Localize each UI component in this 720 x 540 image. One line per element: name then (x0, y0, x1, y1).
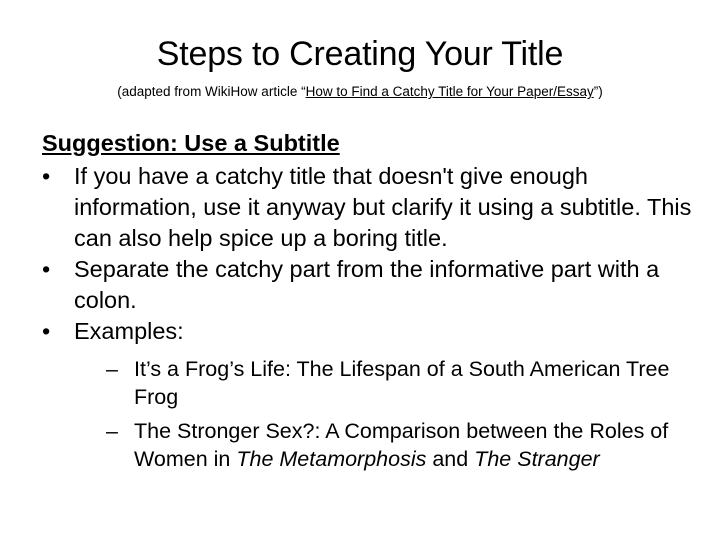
bullet-item (42, 316, 702, 473)
source-prefix: (adapted from WikiHow article “ (117, 84, 306, 99)
bullet-icon: • (42, 163, 51, 189)
bullet-item (42, 254, 702, 316)
example-item (78, 417, 702, 473)
bullet-item (42, 161, 702, 254)
example-text: It’s a Frog’s Life: The Lifespan of a South American Tree Frog (134, 357, 670, 409)
dash-icon: – (106, 357, 118, 381)
source-suffix: ”) (593, 84, 603, 99)
source-attribution (0, 82, 720, 102)
bullet-text: If you have a catchy title that doesn't give enough information, use it anyway but clarify it using a subtitle. This can also help spice up a boring title. (74, 163, 692, 251)
example-text-part: and (426, 447, 475, 471)
bullet-icon: • (42, 256, 51, 282)
example-item (78, 355, 702, 411)
slide-body (42, 128, 702, 479)
example-book-title: The Stranger (474, 447, 600, 471)
dash-icon: – (106, 419, 118, 443)
examples-list (74, 355, 702, 473)
slide-title: Steps to Creating Your Title (156, 35, 564, 73)
bullet-list (42, 161, 702, 473)
section-heading: Suggestion: Use a Subtitle (42, 130, 340, 156)
bullet-icon: • (42, 318, 51, 344)
bullet-text: Examples: (74, 318, 184, 344)
example-text-part: The Stronger Sex?: A Comparison between the Roles of Women in (134, 419, 669, 471)
example-book-title: The Metamorphosis (236, 447, 427, 471)
source-article-link[interactable]: How to Find a Catchy Title for Your Paper/Essay (305, 84, 594, 99)
bullet-text: Separate the catchy part from the informative part with a colon. (74, 256, 660, 313)
